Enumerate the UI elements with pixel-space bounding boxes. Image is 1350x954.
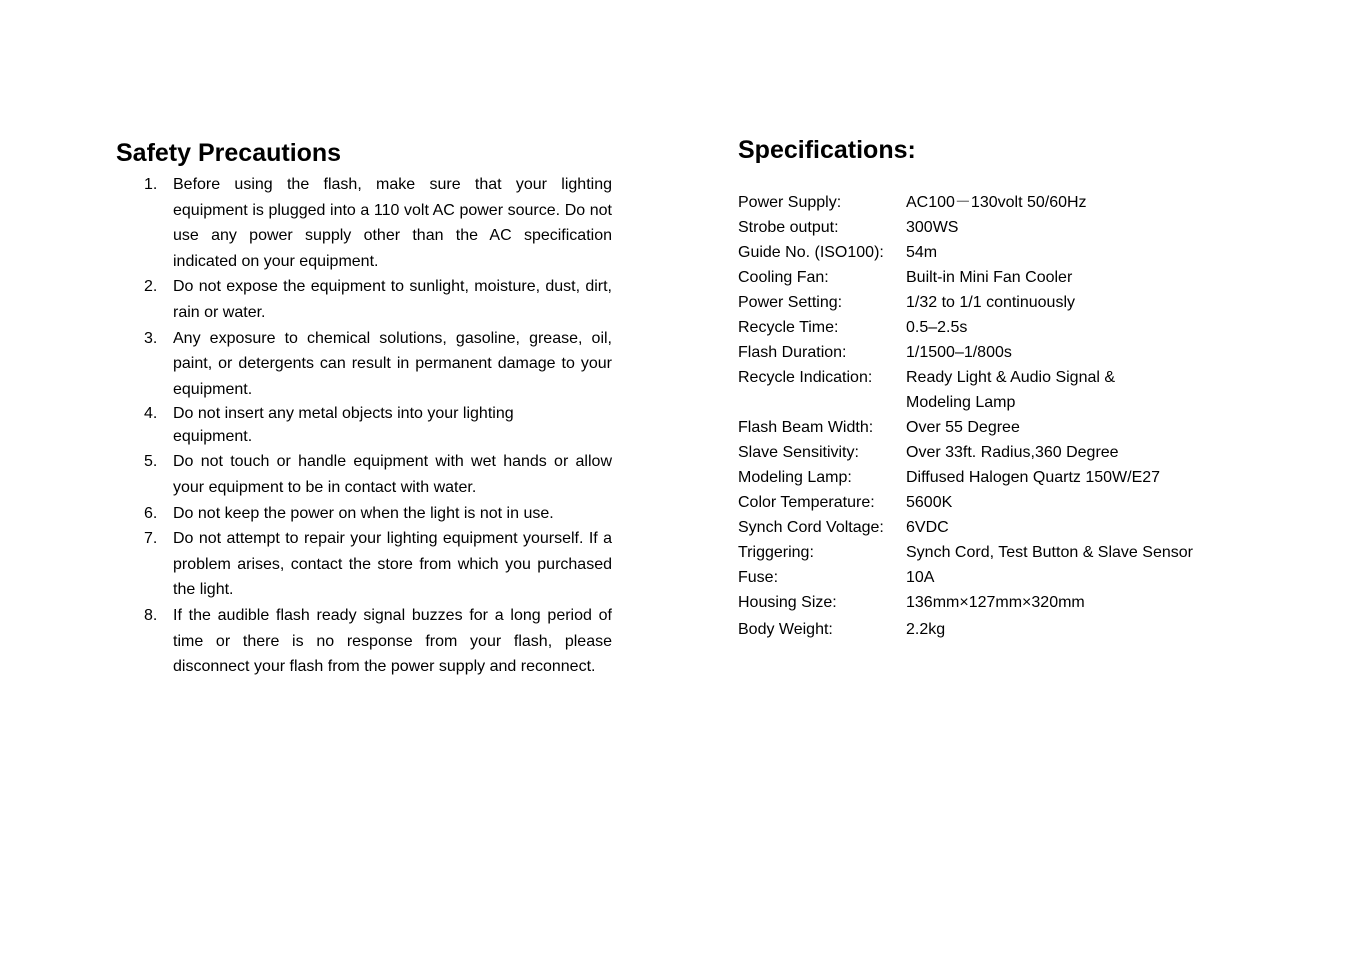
spec-label: Cooling Fan:: [738, 269, 829, 286]
spec-value: 1/32 to 1/1 continuously: [906, 294, 1076, 311]
item-text: Any exposure to chemical solutions, gasoline, grease, oil, paint, or detergents can result in permanent damage to your equipment.: [173, 329, 612, 398]
list-item: [116, 501, 612, 527]
item-number: 4.: [144, 405, 158, 423]
item-text: Before using the flash, make sure that your lighting equipment is plugged into a 110 volt AC power source. Do not use any power supply other than the AC specification indicated on your equipment.: [173, 176, 612, 270]
item-text: Do not keep the power on when the light is not in use.: [173, 504, 554, 522]
spec-value: 136mm×127mm×320mm: [906, 594, 1085, 611]
spec-value: Ready Light & Audio Signal & Modeling Lamp: [906, 369, 1116, 411]
item-number: 2.: [144, 278, 158, 296]
spec-row: [738, 240, 1258, 265]
list-item: [116, 402, 553, 448]
item-number: 6.: [144, 504, 158, 522]
spec-value: Built-in Mini Fan Cooler: [906, 269, 1073, 286]
spec-label: Flash Duration:: [738, 344, 847, 361]
spec-value: 1/1500–1/800s: [906, 344, 1012, 361]
spec-label: Color Temperature:: [738, 494, 875, 511]
spec-label: Recycle Indication:: [738, 369, 873, 386]
item-number: 3.: [144, 329, 158, 347]
spec-row: [738, 440, 1258, 465]
item-number: 7.: [144, 530, 158, 548]
safety-precautions-section: [116, 137, 612, 680]
list-item: [116, 526, 612, 603]
list-item: [116, 172, 612, 274]
list-item: [116, 326, 612, 403]
spec-row: [738, 540, 1258, 565]
spec-row: [738, 365, 1258, 415]
spec-value: 2.2kg: [906, 621, 946, 638]
spec-label: Guide No. (ISO100):: [738, 244, 884, 261]
spec-value: 0.5–2.5s: [906, 319, 968, 336]
spec-row: [738, 617, 1258, 642]
spec-value: 300WS: [906, 219, 959, 236]
spec-row: [738, 315, 1258, 340]
spec-label: Fuse:: [738, 569, 779, 586]
spec-row: [738, 265, 1258, 290]
spec-label: Modeling Lamp:: [738, 469, 852, 486]
spec-value: Diffused Halogen Quartz 150W/E27: [906, 469, 1161, 486]
spec-row: [738, 340, 1258, 365]
safety-title: Safety Precautions: [116, 139, 342, 167]
spec-label: Slave Sensitivity:: [738, 444, 859, 461]
spec-label: Synch Cord Voltage:: [738, 519, 884, 536]
spec-row: [738, 415, 1258, 440]
item-text: Do not touch or handle equipment with wet hands or allow your equipment to be in contact with water.: [173, 453, 612, 496]
specifications-title: Specifications:: [738, 136, 916, 164]
spec-label: Strobe output:: [738, 219, 839, 236]
spec-label: Power Setting:: [738, 294, 843, 311]
item-text: Do not attempt to repair your lighting equipment yourself. If a problem arises, contact the store from which you purchased the light.: [173, 530, 612, 599]
spec-row: [738, 290, 1258, 315]
spec-row: [738, 565, 1258, 590]
spec-value: 5600K: [906, 494, 953, 511]
list-item: [116, 274, 612, 325]
spec-value: 6VDC: [906, 519, 949, 536]
safety-list: [116, 172, 612, 680]
spec-row: [738, 190, 1258, 215]
spec-label: Triggering:: [738, 544, 814, 561]
spec-label: Housing Size:: [738, 594, 837, 611]
spec-value: Over 55 Degree: [906, 419, 1020, 436]
item-text: Do not insert any metal objects into your lighting equipment.: [173, 405, 514, 446]
spec-label: Flash Beam Width:: [738, 419, 874, 436]
spec-label: Power Supply:: [738, 194, 842, 211]
spec-table: [738, 190, 1258, 642]
spec-row: [738, 515, 1258, 540]
spec-label: Body Weight:: [738, 621, 833, 638]
specifications-section: [738, 134, 1258, 642]
spec-value: Over 33ft. Radius,360 Degree: [906, 444, 1119, 461]
item-text: Do not expose the equipment to sunlight, moisture, dust, dirt, rain or water.: [173, 278, 612, 321]
spec-value: AC100－130volt 50/60Hz: [906, 194, 1087, 211]
spec-row: [738, 215, 1258, 240]
item-number: 1.: [144, 176, 158, 193]
spec-row: [738, 490, 1258, 515]
spec-value: 10A: [906, 569, 935, 586]
spec-label: Recycle Time:: [738, 319, 839, 336]
spec-value: Synch Cord, Test Button & Slave Sensor: [906, 544, 1193, 561]
list-item: [116, 449, 612, 500]
spec-row: [738, 590, 1258, 615]
item-number: 8.: [144, 606, 158, 624]
list-item: [116, 603, 612, 680]
item-text: If the audible flash ready signal buzzes for a long period of time or there is no response from your flash, please disconnect your flash from the power supply and reconnect.: [173, 606, 612, 676]
spec-value: 54m: [906, 244, 938, 261]
spec-row: [738, 465, 1258, 490]
item-number: 5.: [144, 453, 158, 471]
